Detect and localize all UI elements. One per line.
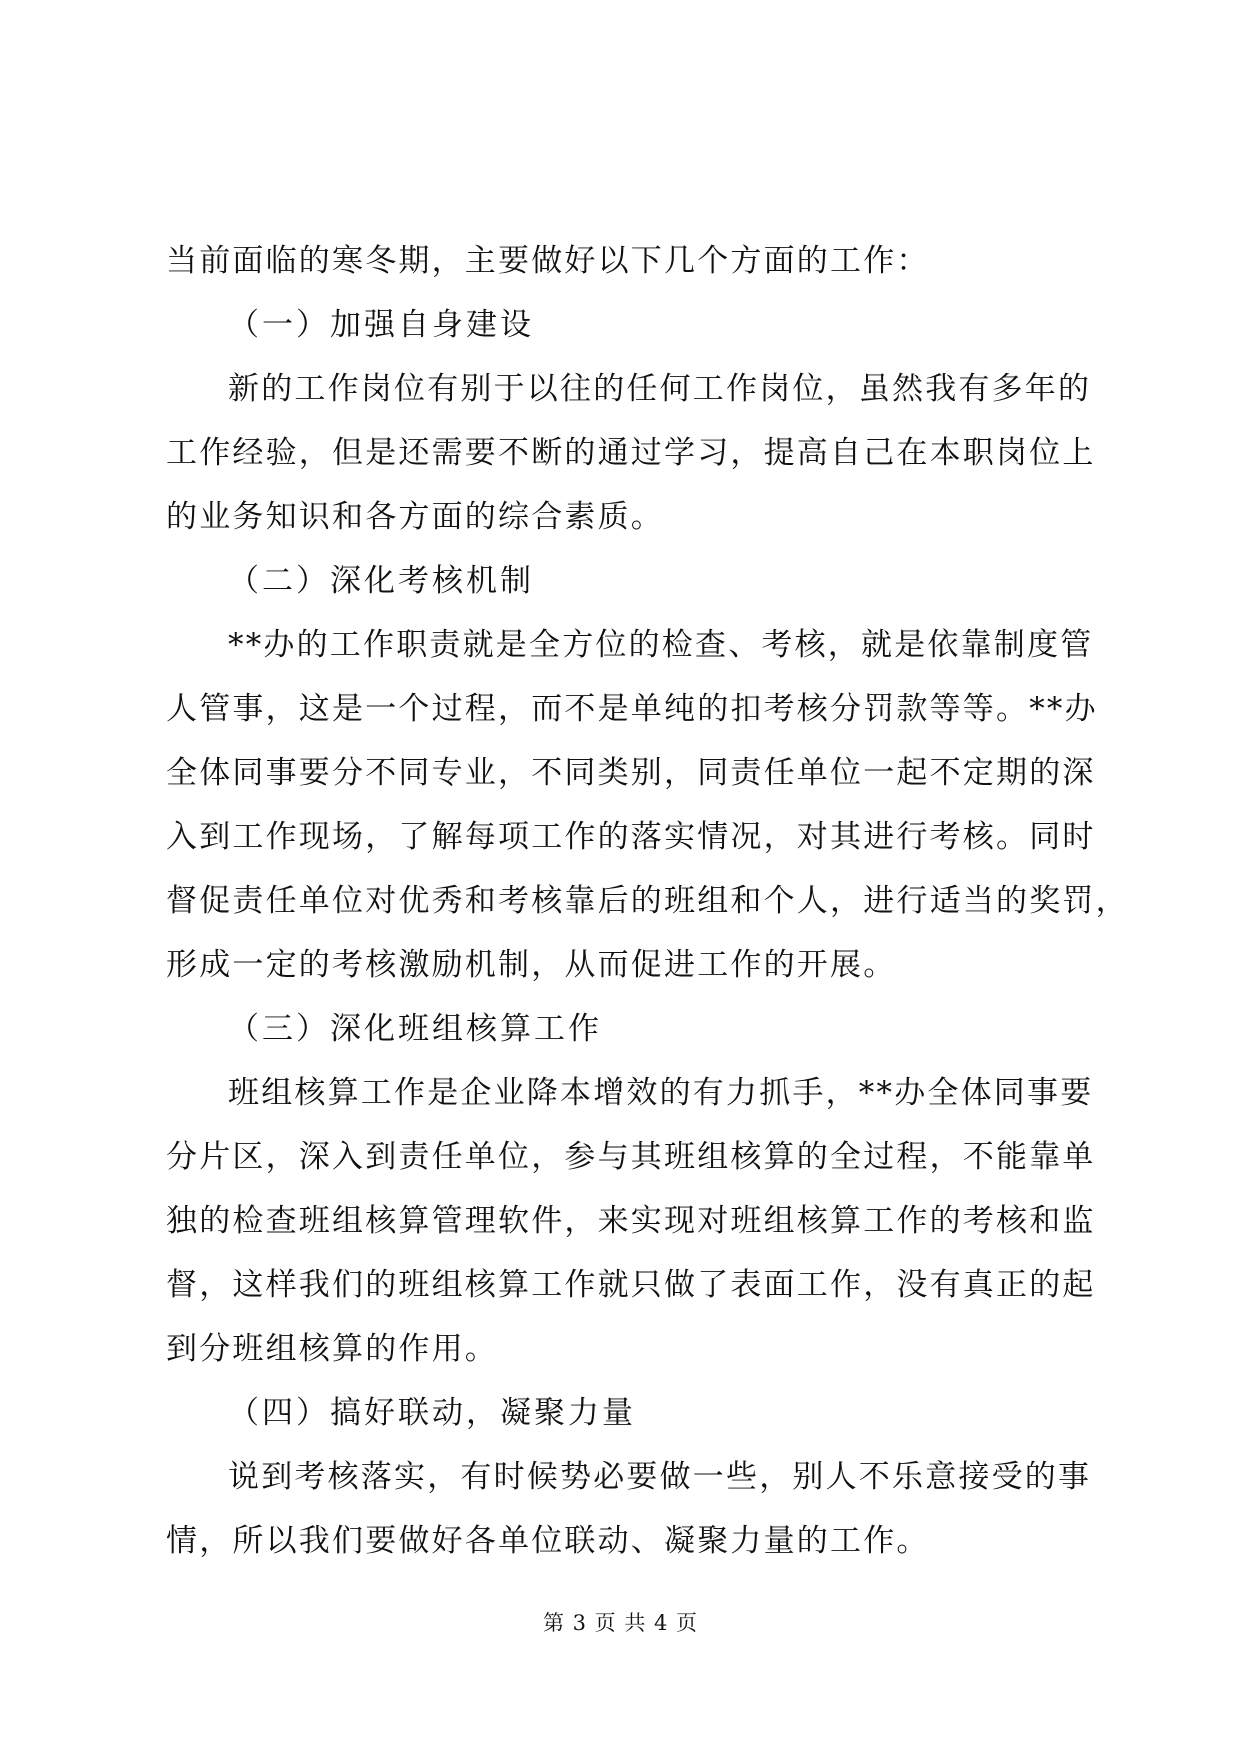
body-line: 班组核算工作是企业降本增效的有力抓手，**办全体同事要 [228,1075,1094,1111]
section-heading-3: （三）深化班组核算工作 [228,1011,602,1047]
body-line: 形成一定的考核激励机制，从而促进工作的开展。 [166,947,897,983]
document-body [166,229,1129,1573]
section-heading-4: （四）搞好联动，凝聚力量 [228,1395,636,1431]
body-line: 督，这样我们的班组核算工作就只做了表面工作，没有真正的起 [166,1267,1096,1303]
body-line: 到分班组核算的作用。 [166,1331,498,1367]
body-line: 入到工作现场，了解每项工作的落实情况，对其进行考核。同时 [166,819,1096,855]
page-number-footer: 第 3 页 共 4 页 [542,1611,699,1635]
body-line: 的业务知识和各方面的综合素质。 [166,499,664,535]
body-line: **办的工作职责就是全方位的检查、考核，就是依靠制度管 [228,627,1094,663]
body-line: 督促责任单位对优秀和考核靠后的班组和个人，进行适当的奖罚， [166,883,1129,919]
body-line: 全体同事要分不同专业，不同类别，同责任单位一起不定期的深 [166,755,1096,791]
section-heading-1: （一）加强自身建设 [228,307,534,343]
body-line: 工作经验，但是还需要不断的通过学习，提高自己在本职岗位上 [166,435,1096,471]
body-line: 人管事，这是一个过程，而不是单纯的扣考核分罚款等等。**办 [166,691,1098,727]
body-line: 分片区，深入到责任单位，参与其班组核算的全过程，不能靠单 [166,1139,1096,1175]
body-line: 新的工作岗位有别于以往的任何工作岗位，虽然我有多年的 [228,371,1092,407]
body-line: 说到考核落实，有时候势必要做一些，别人不乐意接受的事 [228,1459,1092,1495]
body-line: 情，所以我们要做好各单位联动、凝聚力量的工作。 [166,1523,930,1559]
body-line: 当前面临的寒冬期，主要做好以下几个方面的工作： [166,243,930,279]
section-heading-2: （二）深化考核机制 [228,563,534,599]
body-line: 独的检查班组核算管理软件，来实现对班组核算工作的考核和监 [166,1203,1096,1239]
